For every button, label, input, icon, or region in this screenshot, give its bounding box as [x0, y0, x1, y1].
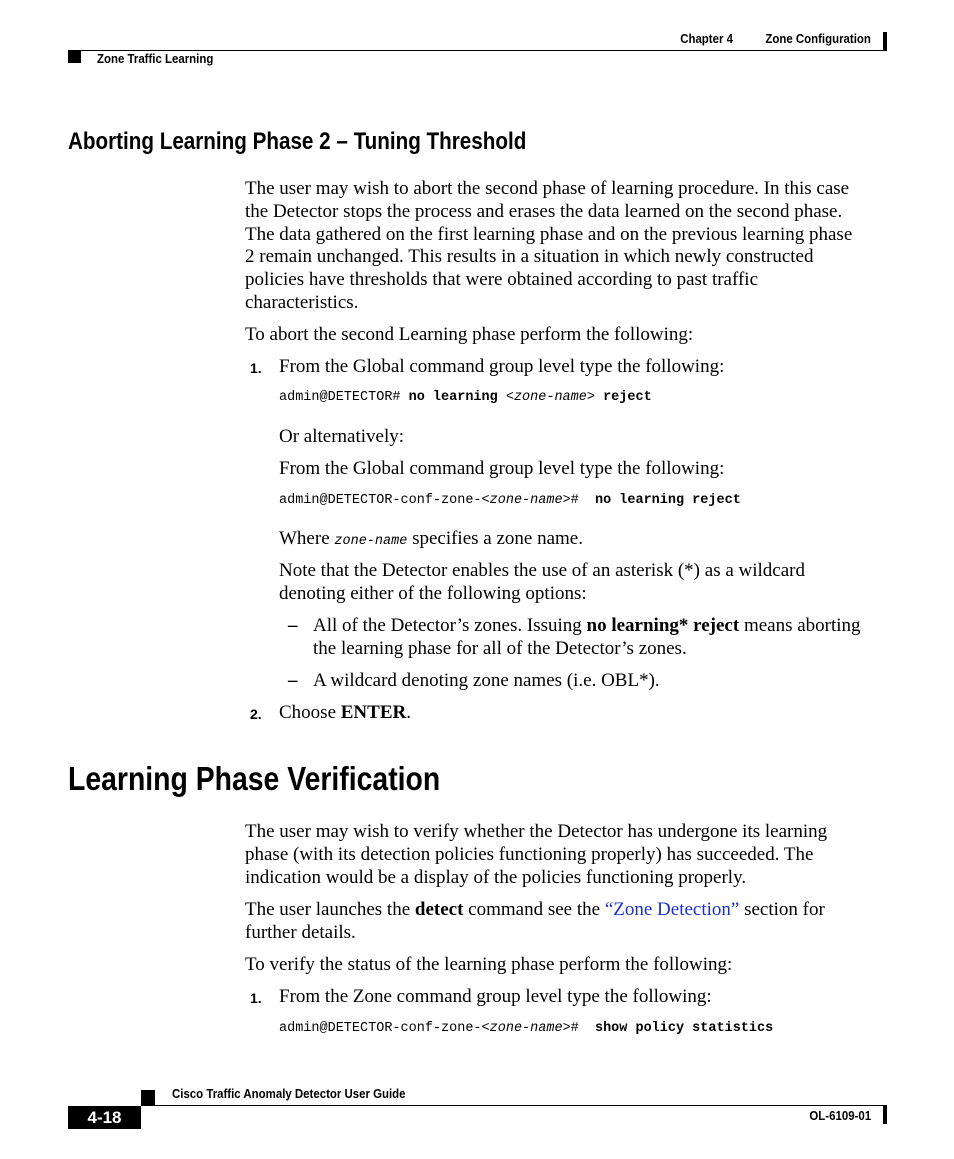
text-line [245, 899, 825, 922]
command-bracket: < [497, 390, 514, 405]
verify-intro-paragraph [245, 821, 827, 889]
step-text: From the Zone command group level type the following: [279, 986, 712, 1007]
text-line: Note that the Detector enables the use of an asterisk (*) as a wildcard [279, 560, 805, 581]
footer-block [141, 1090, 155, 1106]
text-line: The user may wish to abort the second phase of learning procedure. In this case [245, 178, 850, 199]
text-line: The data gathered on the first learning phase and on the previous learning phase [245, 223, 853, 245]
command-prompt: ># [562, 1021, 595, 1036]
command-keyword: reject [603, 390, 652, 405]
step-text: From the Global command group level type the following: [279, 356, 725, 377]
command-keyword: no learning [408, 390, 498, 405]
text-span: Choose [279, 702, 341, 723]
footer-bar-right [883, 1106, 887, 1124]
text-span: specifies a zone name. [407, 528, 583, 549]
verify-instruction: To verify the status of the learning phase perform the following: [245, 954, 733, 975]
command-prompt: admin@DETECTOR-conf-zone-< [279, 1021, 490, 1036]
header-chapter: Chapter 4 [680, 31, 733, 46]
footer-doc-number: OL-6109-01 [809, 1108, 871, 1123]
text-line: phase (with its detection policies functioning properly) has succeeded. The [245, 843, 814, 865]
text-line: characteristics. [245, 291, 359, 313]
where-text [279, 528, 583, 554]
text-span: command see the [463, 899, 605, 920]
inline-variable: zone-name [334, 534, 408, 549]
abort-intro-paragraph [245, 178, 852, 315]
command-keyword: show policy statistics [594, 1021, 774, 1036]
command-variable: zone-name [513, 390, 587, 405]
bold-command: detect [414, 899, 464, 920]
detect-paragraph [245, 899, 825, 945]
bold-key: ENTER [340, 702, 407, 723]
text-span: The user launches the [245, 899, 415, 920]
text-line: indication would be a display of the policies functioning properly. [245, 866, 747, 888]
bullet-dash: – [288, 615, 298, 636]
command-bracket: > [586, 390, 604, 405]
text-span: All of the Detector’s zones. Issuing [313, 615, 587, 636]
step-number: 1. [250, 360, 262, 376]
zone-detection-link[interactable]: “Zone Detection” [604, 899, 740, 920]
footer-rule [141, 1105, 887, 1106]
bullet-item: A wildcard denoting zone names (i.e. OBL*). [313, 670, 660, 691]
bullet-item [313, 615, 861, 661]
text-line [313, 615, 861, 638]
page-number: 4-18 [87, 1108, 122, 1127]
step-number: 2. [250, 706, 262, 722]
text-line: 2 remain unchanged. This results in a situation in which newly constructed [245, 246, 814, 268]
step-text: From the Global command group level type the following: [279, 458, 725, 479]
command-keyword: no learning reject [594, 493, 741, 508]
bold-command: no learning* reject [586, 615, 740, 636]
text-span: Where [279, 528, 335, 549]
text-span: . [406, 702, 411, 723]
alternative-text: Or alternatively: [279, 426, 405, 447]
header-section: Zone Traffic Learning [97, 51, 214, 66]
header-bar-right [883, 32, 887, 51]
text-line: policies have thresholds that were obtained according to past traffic [245, 269, 758, 291]
bullet-dash: – [288, 670, 298, 691]
command-variable: zone-name [489, 1021, 563, 1036]
step-number: 1. [250, 990, 262, 1006]
command-line [279, 390, 652, 405]
section-heading-verification: Learning Phase Verification [68, 760, 441, 797]
command-line [279, 1021, 773, 1036]
wildcard-note [279, 560, 805, 606]
text-line: denoting either of the following options: [279, 582, 587, 604]
text-span: section for [739, 899, 825, 920]
section-heading-abort: Aborting Learning Phase 2 – Tuning Threshold [68, 128, 527, 155]
footer-guide-title: Cisco Traffic Anomaly Detector User Guide [172, 1086, 406, 1101]
text-span: means aborting [739, 615, 861, 636]
text-line: The user may wish to verify whether the Detector has undergone its learning [245, 821, 828, 842]
command-prompt: ># [562, 493, 595, 508]
command-line [279, 493, 741, 508]
header-block-left [68, 51, 81, 63]
step-text [279, 702, 411, 725]
command-prompt: admin@DETECTOR-conf-zone-< [279, 493, 490, 508]
text-line: the learning phase for all of the Detector’s zones. [313, 637, 687, 659]
abort-instruction: To abort the second Learning phase perform the following: [245, 324, 694, 345]
text-line: the Detector stops the process and erases the data learned on the second phase. [245, 200, 843, 222]
header-chapter-title: Zone Configuration [765, 31, 871, 46]
command-prompt: admin@DETECTOR# [279, 390, 409, 405]
text-line: further details. [245, 921, 356, 943]
command-variable: zone-name [489, 493, 563, 508]
